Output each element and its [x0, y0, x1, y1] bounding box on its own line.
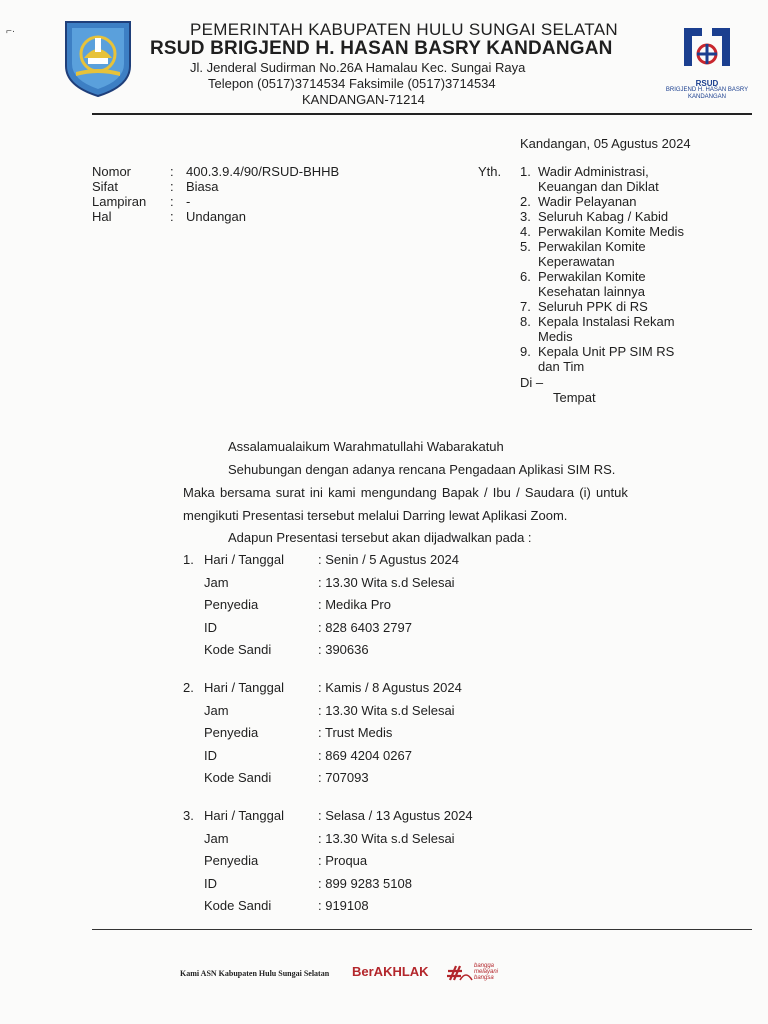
meta-colon: : [170, 179, 174, 194]
recipient-text: Kepala Instalasi Rekam [538, 314, 675, 329]
schedule-value-kode: : 390636 [318, 642, 369, 657]
recipient-number: 5. [520, 239, 531, 254]
schedule-value-hari: : Selasa / 13 Agustus 2024 [318, 808, 473, 823]
letter-date: Kandangan, 05 Agustus 2024 [520, 136, 691, 151]
recipient-number: 4. [520, 224, 531, 239]
footer-divider [92, 929, 752, 930]
paragraph-1-line-2: Maka bersama surat ini kami mengundang Bapak / Ibu / Saudara (i) untuk [183, 485, 628, 500]
paragraph-2: Adapun Presentasi tersebut akan dijadwalkan pada : [228, 530, 532, 545]
meta-colon: : [170, 194, 174, 209]
schedule-value-jam: : 13.30 Wita s.d Selesai [318, 575, 455, 590]
meta-value: Undangan [186, 209, 246, 224]
meta-label: Nomor [92, 164, 132, 179]
recipient-number: 7. [520, 299, 531, 314]
header-address: Jl. Jenderal Sudirman No.26A Hamalau Kec. Sungai Raya [190, 60, 526, 75]
bangga-word-3: bangsa [474, 975, 494, 981]
schedule-label-kode: Kode Sandi [204, 898, 272, 913]
recipient-text: Perwakilan Komite [538, 239, 646, 254]
schedule-label-id: ID [204, 620, 217, 635]
recipient-number: 3. [520, 209, 531, 224]
kabupaten-logo [62, 18, 134, 98]
schedule-value-jam: : 13.30 Wita s.d Selesai [318, 831, 455, 846]
meta-label: Sifat [92, 179, 119, 194]
schedule-value-kode: : 919108 [318, 898, 369, 913]
meta-value: Biasa [186, 179, 219, 194]
salam: Assalamualaikum Warahmatullahi Wabarakatuh [228, 439, 504, 454]
rsud-logo-title: RSUD [695, 79, 719, 88]
schedule-number: 3. [183, 808, 194, 823]
schedule-label-kode: Kode Sandi [204, 770, 272, 785]
recipient-text: Kesehatan lainnya [538, 284, 645, 299]
schedule-label-jam: Jam [204, 703, 229, 718]
recipient-text: Perwakilan Komite Medis [538, 224, 684, 239]
header-government: PEMERINTAH KABUPATEN HULU SUNGAI SELATAN [190, 20, 618, 39]
schedule-number: 1. [183, 552, 194, 567]
schedule-label-hari: Hari / Tanggal [204, 680, 284, 695]
recipient-text: Wadir Pelayanan [538, 194, 637, 209]
paragraph-1-line-3: mengikuti Presentasi tersebut melalui Darring lewat Aplikasi Zoom. [183, 508, 568, 523]
recipient-text: dan Tim [538, 359, 585, 374]
rsud-logo-caption [664, 80, 750, 101]
recipient-text: Keuangan dan Diklat [538, 179, 659, 194]
schedule-value-id: : 869 4204 0267 [318, 748, 412, 763]
recipient-text: Kepala Unit PP SIM RS [538, 344, 675, 359]
header-phone: Telepon (0517)3714534 Faksimile (0517)3714534 [208, 76, 496, 91]
recipient-number: 8. [520, 314, 531, 329]
berakhlak-logo: BerAKHLAK [352, 964, 429, 979]
recipient-number: 6. [520, 269, 531, 284]
schedule-label-id: ID [204, 748, 217, 763]
schedule-label-jam: Jam [204, 831, 229, 846]
schedule-label-id: ID [204, 876, 217, 891]
yth-label: Yth. [478, 164, 502, 179]
header-divider [92, 113, 752, 115]
schedule-label-jam: Jam [204, 575, 229, 590]
di-label: Di – [520, 375, 544, 390]
tempat-label: Tempat [553, 390, 596, 405]
meta-value: 400.3.9.4/90/RSUD-BHHB [186, 164, 340, 179]
recipient-number: 1. [520, 164, 531, 179]
schedule-value-hari: : Senin / 5 Agustus 2024 [318, 552, 459, 567]
recipient-text: Seluruh Kabag / Kabid [538, 209, 669, 224]
schedule-value-id: : 899 9283 5108 [318, 876, 412, 891]
schedule-label-penyedia: Penyedia [204, 853, 259, 868]
schedule-label-hari: Hari / Tanggal [204, 552, 284, 567]
schedule-label-penyedia: Penyedia [204, 597, 259, 612]
schedule-value-kode: : 707093 [318, 770, 369, 785]
meta-label: Lampiran [92, 194, 147, 209]
recipient-text: Keperawatan [538, 254, 615, 269]
meta-value: - [186, 194, 191, 209]
header-city: KANDANGAN-71214 [302, 92, 425, 107]
meta-label: Hal [92, 209, 112, 224]
recipient-text: Wadir Administrasi, [538, 164, 649, 179]
meta-colon: : [170, 209, 174, 224]
schedule-value-penyedia: : Trust Medis [318, 725, 393, 740]
recipient-text: Medis [538, 329, 573, 344]
meta-colon: : [170, 164, 174, 179]
schedule-value-penyedia: : Medika Pro [318, 597, 391, 612]
rsud-logo-subtitle: BRIGJEND H. HASAN BASRY [665, 87, 749, 93]
bangga-word-2: melayani [474, 969, 499, 975]
schedule-value-id: : 828 6403 2797 [318, 620, 412, 635]
recipient-number: 9. [520, 344, 531, 359]
schedule-value-jam: : 13.30 Wita s.d Selesai [318, 703, 455, 718]
rsud-logo-city: KANDANGAN [687, 94, 726, 100]
scan-mark: ⌐· [6, 26, 16, 37]
schedule-value-hari: : Kamis / 8 Agustus 2024 [318, 680, 462, 695]
schedule-label-kode: Kode Sandi [204, 642, 272, 657]
bangga-melayani-text [474, 963, 498, 981]
schedule-label-penyedia: Penyedia [204, 725, 259, 740]
schedule-label-hari: Hari / Tanggal [204, 808, 284, 823]
recipient-number: 2. [520, 194, 531, 209]
schedule-value-penyedia: : Proqua [318, 853, 368, 868]
recipient-text: Seluruh PPK di RS [538, 299, 648, 314]
schedule-number: 2. [183, 680, 194, 695]
recipient-text: Perwakilan Komite [538, 269, 646, 284]
footer-text: Kami ASN Kabupaten Hulu Sungai Selatan [180, 969, 330, 978]
header-hospital-name: RSUD BRIGJEND H. HASAN BASRY KANDANGAN [150, 38, 613, 59]
paragraph-1-line-1: Sehubungan dengan adanya rencana Pengadaan Aplikasi SIM RS. [228, 462, 616, 477]
bangga-word-1: bangga [474, 963, 495, 969]
